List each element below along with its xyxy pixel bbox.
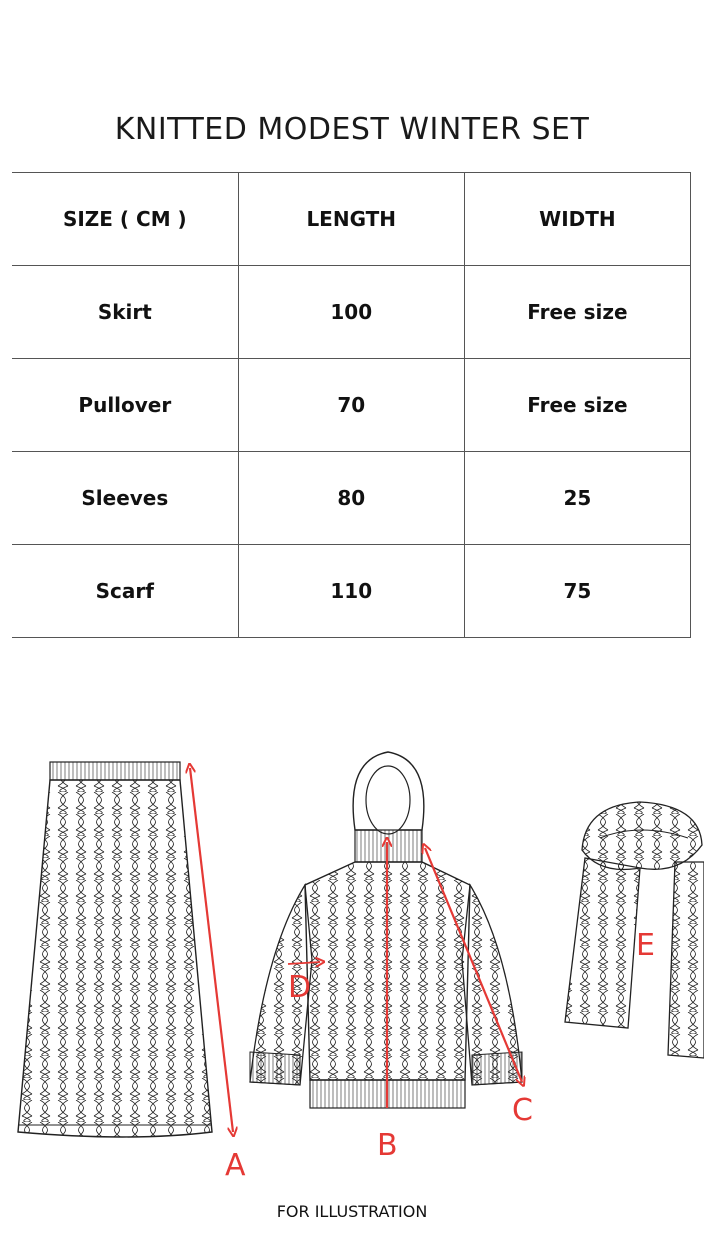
row-length: 110	[238, 545, 464, 638]
row-width: Free size	[464, 359, 690, 452]
footer-note: FOR ILLUSTRATION	[276, 1202, 428, 1221]
skirt-drawing	[18, 762, 212, 1137]
row-item: Skirt	[12, 266, 238, 359]
header-size: SIZE ( CM )	[12, 173, 238, 266]
header-length: LENGTH	[238, 173, 464, 266]
table-row	[12, 266, 691, 359]
table-row	[12, 545, 691, 638]
label-c: C	[512, 1093, 533, 1128]
row-length: 100	[238, 266, 464, 359]
label-b: B	[377, 1128, 398, 1163]
row-width: 75	[464, 545, 690, 638]
label-e: E	[636, 928, 655, 963]
row-item: Scarf	[12, 545, 238, 638]
table-row	[12, 359, 691, 452]
scarf-drawing	[565, 802, 704, 1058]
table-row	[12, 452, 691, 545]
garment-illustration	[0, 740, 704, 1190]
page-title: KNITTED MODEST WINTER SET	[114, 112, 590, 147]
row-length: 80	[238, 452, 464, 545]
size-table	[12, 172, 691, 638]
row-item: Pullover	[12, 359, 238, 452]
label-d: D	[288, 970, 312, 1005]
header-width: WIDTH	[464, 173, 690, 266]
row-item: Sleeves	[12, 452, 238, 545]
table-header-row	[12, 173, 691, 266]
label-a: A	[225, 1148, 246, 1183]
row-width: Free size	[464, 266, 690, 359]
row-width: 25	[464, 452, 690, 545]
row-length: 70	[238, 359, 464, 452]
